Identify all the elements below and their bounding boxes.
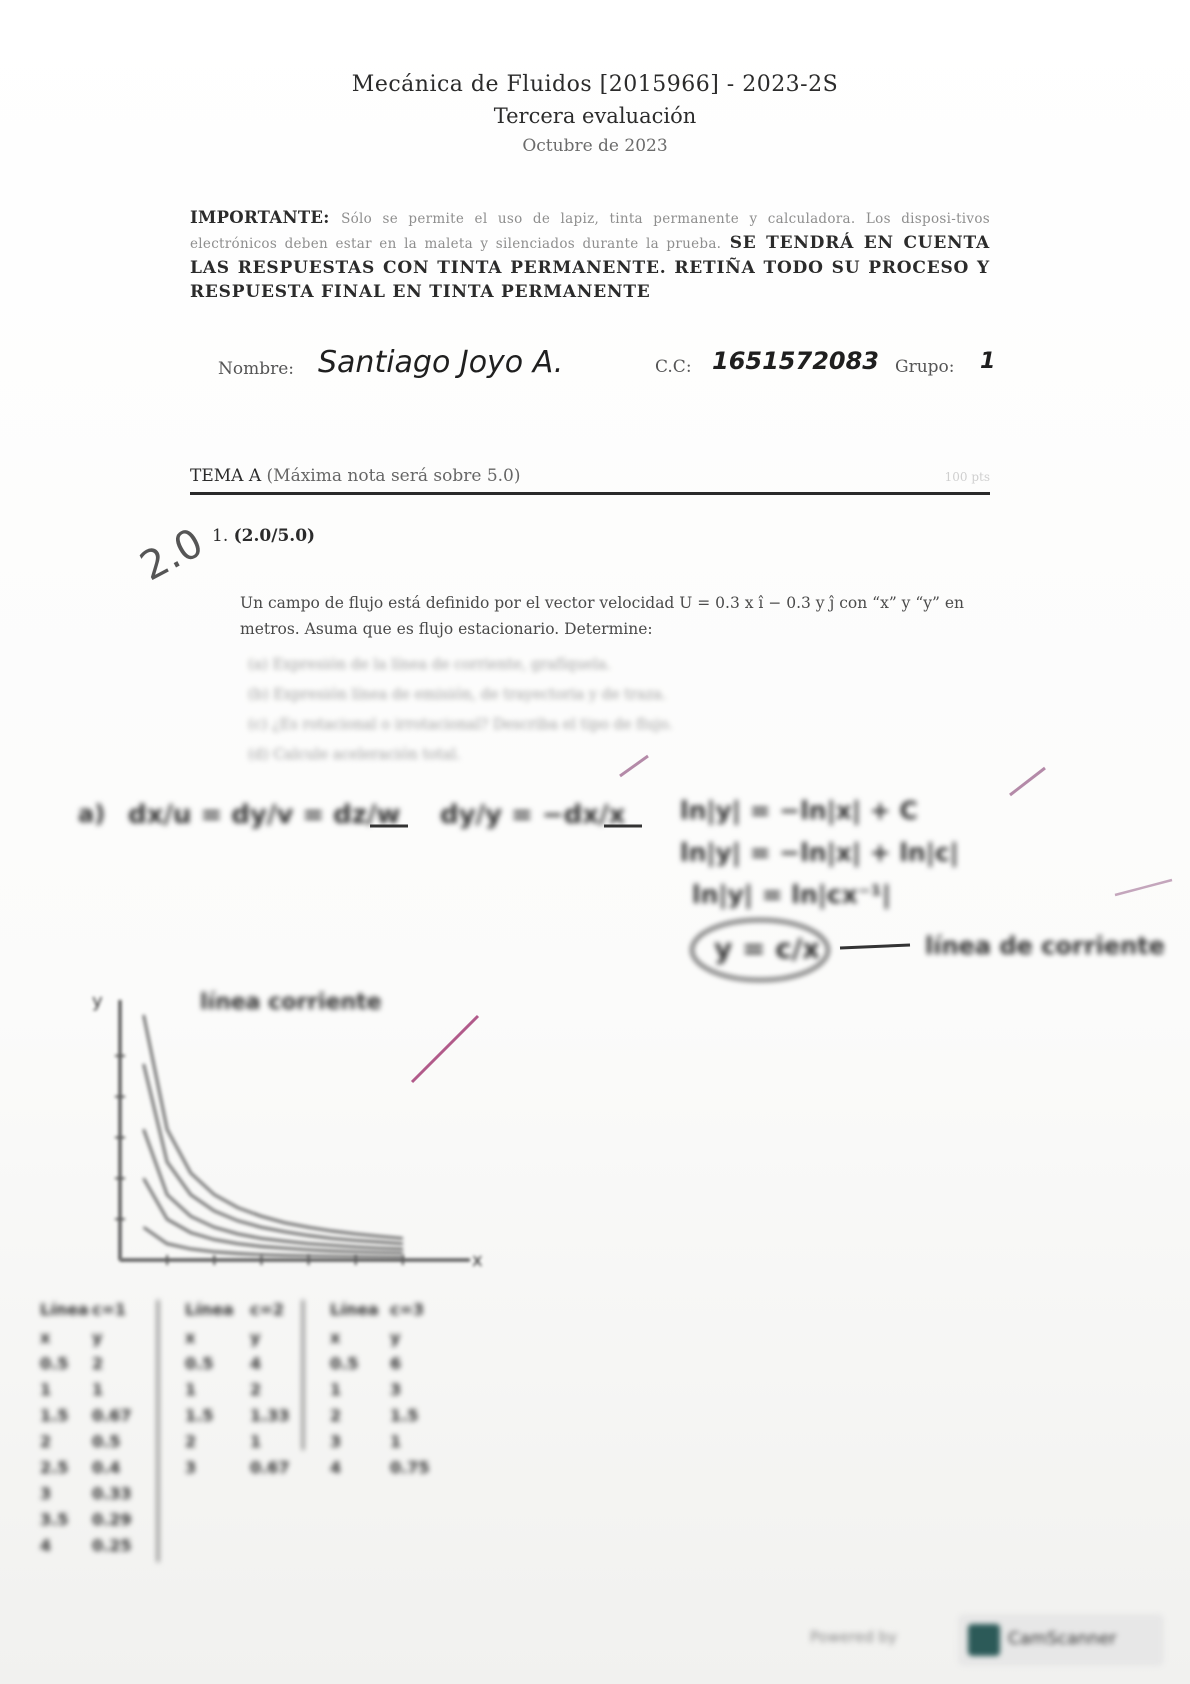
table-cell-y: y [250,1328,261,1347]
notice-label: IMPORTANTE: [190,208,330,227]
table-header: c=2 [250,1300,285,1319]
table-cell-x: 1 [40,1380,52,1399]
question-item: (b) Expresión línea de emisión, de trayectoria y de traza. [248,687,667,703]
table-header: c=3 [390,1300,425,1319]
table-cell-y: 1 [92,1380,104,1399]
table-cell-y: 1.33 [250,1406,290,1425]
table-cell-y: 0.29 [92,1510,132,1529]
table-cell-x: 4 [330,1458,342,1477]
table-cell-y: 0.4 [92,1458,121,1477]
table-cell-y: 2 [250,1380,262,1399]
value-tables [40,1300,520,1570]
work-log-1: ln|y| = −ln|x| + C [680,796,918,825]
streamline-curve [144,1015,403,1238]
table-cell-x: 3 [185,1458,197,1477]
streamline-plot [50,991,483,1295]
question-index: 1. [212,526,229,546]
question-item: (a) Expresión de la línea de corriente, grafíquela. [248,657,612,673]
table-cell-x: x [185,1328,196,1347]
name-label: Nombre: [218,359,295,379]
table-cell-y: 1 [390,1432,402,1451]
cc-value: 1651572083 [712,347,879,375]
table-cell-x: 4 [40,1536,52,1555]
question-text: Un campo de flujo está definido por el vector velocidad U = 0.3 x î − 0.3 y ĵ con “x” y “y” en metros. Asuma que es flujo estacionario. Determine: [240,594,965,638]
question-points: (2.0/5.0) [233,526,316,546]
y-axis-label: y [92,991,103,1012]
name-value: Santiago Joyo A. [318,345,564,380]
check-mark [1010,768,1045,795]
check-mark [620,756,648,776]
brand-badge [958,1614,1164,1666]
table-cell-y: 0.5 [92,1432,121,1451]
work-log-2: ln|y| = −ln|x| + ln|c| [680,838,959,867]
work-eq-2: dy/y = −dx/x [440,800,626,830]
scanner-watermark [800,1614,1170,1664]
table-divider [157,1300,159,1562]
work-eq-1: dx/u = dy/v = dz/w [128,800,401,830]
table-cell-y: 0.67 [250,1458,290,1477]
table-header: Línea [185,1300,234,1319]
table-cell-x: x [40,1328,51,1347]
exam-subtitle: Tercera evaluación [493,104,697,128]
streamline-curve [144,1064,403,1244]
exam-date: Octubre de 2023 [522,136,668,156]
table-header: c=1 [92,1300,127,1319]
table-cell-y: 0.33 [92,1484,132,1503]
table-header: Línea [330,1300,379,1319]
table-cell-x: 1.5 [40,1406,69,1425]
table-cell-x: 0.5 [185,1354,214,1373]
table-cell-y: 0.25 [92,1536,132,1555]
question-item: (c) ¿Es rotacional o irrotacional? Describa el tipo de flujo. [248,717,673,733]
table-cell-y: 0.67 [92,1406,132,1425]
plot-label: línea corriente [200,990,382,1015]
work-result: y = c/x [714,932,821,965]
powered-by: Powered by [810,1628,897,1646]
table-cell-x: 1.5 [185,1406,214,1425]
table-cell-x: 1 [330,1380,342,1399]
work-lead: a) [78,800,106,828]
cc-label: C.C: [655,357,692,377]
table-cell-x: 2 [330,1406,342,1425]
group-value: 1 [980,349,996,374]
x-axis-label: x [472,1250,483,1271]
table-cell-x: 0.5 [330,1354,359,1373]
table-cell-y: 1.5 [390,1406,419,1425]
table-cell-y: 2 [92,1354,104,1373]
table-cell-y: 4 [250,1354,262,1373]
notice-emphasis: SE TENDRÁ EN CUENTA LAS RESPUESTAS CON TINTA PERMANENTE. RETIÑA TODO SU PROCESO Y RESPUESTA FINAL EN TINTA PERMANENTE [190,233,991,302]
section-note: (Máxima nota será sobre 5.0) [266,466,521,486]
table-header: Línea [40,1300,89,1319]
table-cell-x: 2 [40,1432,52,1451]
table-cell-y: 0.75 [390,1458,430,1477]
table-divider [302,1300,304,1450]
table-cell-x: 2.5 [40,1458,69,1477]
exam-title: Mecánica de Fluidos [2015966] - 2023-2S [351,72,839,97]
table-cell-x: 1 [185,1380,197,1399]
table-cell-y: y [92,1328,103,1347]
table-cell-y: 3 [390,1380,402,1399]
table-cell-x: 3 [40,1484,52,1503]
check-mark [1115,880,1172,895]
section-label: TEMA A [190,466,262,486]
table-cell-x: 3 [330,1432,342,1451]
table-cell-y: y [390,1328,401,1347]
work-log-3: ln|y| = ln|cx⁻¹| [692,880,891,909]
streamline-curve [144,1129,403,1249]
question-item: (d) Calcule aceleración total. [248,747,461,763]
table-cell-x: 3.5 [40,1510,69,1529]
table-cell-y: 6 [390,1354,402,1373]
grade-mark: 2.0 [132,519,211,591]
table-cell-x: 0.5 [40,1354,69,1373]
camscanner-icon [968,1624,1000,1656]
table-cell-x: 2 [185,1432,197,1451]
work-result-label: línea de corriente [925,932,1165,960]
table-cell-y: 1 [250,1432,262,1451]
group-label: Grupo: [895,357,955,377]
arrow-line [840,945,910,948]
brand-name: CamScanner [1008,1629,1117,1649]
table-cell-x: x [330,1328,341,1347]
section-points: 100 pts [944,470,990,484]
notice-text: Sólo se permite el uso de lapiz, tinta permanente y calculadora. Los disposi-tivos electrónicos deben estar en la maleta y silenciados durante la prueba. [190,211,991,252]
